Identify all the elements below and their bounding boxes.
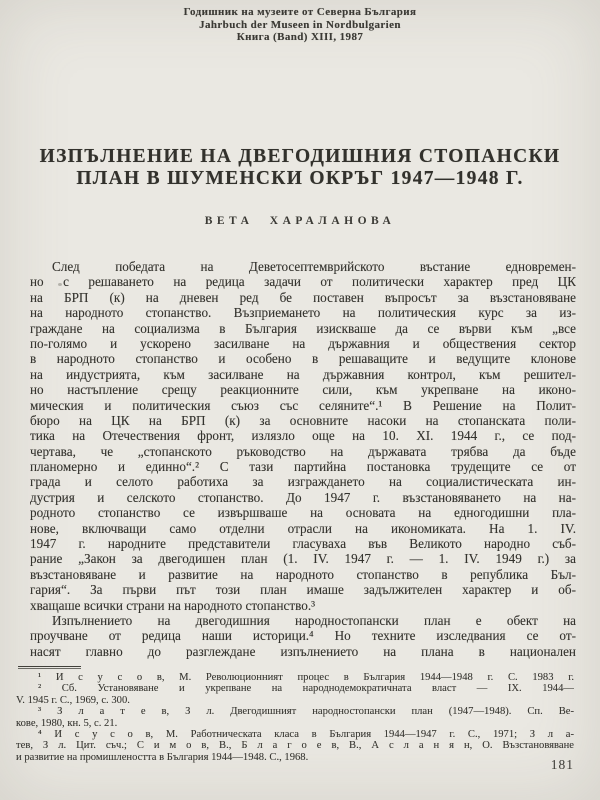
journal-name-de: Jahrbuch der Museen in Nordbulgarien (199, 18, 401, 31)
footnote-line: ² Сб. Установяване и укрепване на народнодемократичната власт — IX. 1944— (38, 683, 574, 695)
footnote-line: ⁴ И с у с о в, М. Работническата класа в България 1944—1947 г. С., 1971; З л а- (38, 728, 574, 740)
text-line: но настъпление срещу реакционните сили, към укрепване на иконо- (30, 382, 576, 398)
text-line: насят главно до разглеждане изпълнението на плана в национален (30, 643, 576, 659)
text-line: на народното стопанство. Възприемането на политическия курс за из- (30, 305, 576, 321)
text-line: чертава, че „стопанското ръководство на държавата трябва да бъде (30, 443, 576, 459)
footnote-line: тев, З л. Цит. съч.; С и м о в, В., Б л а г о е в, В., А с л а н я н, О. Възстановяване (16, 740, 574, 752)
author-name: ВЕТА ХАРАЛАНОВА (204, 215, 396, 227)
footnote-line: и развитие на промишлеността в България 1944—1948. С., 1968. (16, 751, 309, 763)
text-line: родното стопанство се извършваше на основата на едногодишни пла- (30, 505, 576, 521)
scan-artifact (100, 284, 103, 287)
text-line: 1947 г. народните представители гласуваха във Великото народно съб- (30, 536, 576, 552)
text-line: Изпълнението на двегодишния народностопански план е обект на (52, 612, 576, 628)
text-line: граждане на социализма в България изискваше да се върви към „все (30, 320, 576, 336)
text-line: на индустрията, към засилване на държавния контрол, към решител- (30, 366, 576, 382)
text-line: на БРП (к) на дневен ред бе поставен въпросът за възстановяване (30, 289, 576, 305)
text-line: планомерно и единно“.² С тази партийна постановка трудещите се от (30, 459, 576, 475)
footnote-line: кове, 1980, кн. 5, с. 21. (16, 717, 118, 729)
text-line: в народното стопанство и особено в решаващите и ведущите клонове (30, 351, 576, 367)
text-line: мическия и политическия съюз със селяните“.¹ В Решение на Полит- (30, 397, 576, 413)
footnote-line: ¹ И с у с о в, М. Революционният процес в България 1944—1948 г. С. 1983 г. (38, 672, 574, 683)
text-line: гария“. За първи път този план имаше задължителен характер и об- (30, 582, 576, 598)
footnote-line: ³ З л а т е в, З л. Двегодишният народностопански план (1947—1948). Сп. Ве- (38, 706, 574, 718)
journal-header (0, 6, 600, 44)
article-title-line-2: ПЛАН В ШУМЕНСКИ ОКРЪГ 1947—1948 Г. (76, 168, 524, 189)
journal-volume: Книга (Band) XIII, 1987 (236, 31, 364, 44)
page-number: 181 (550, 757, 574, 772)
footnote-separator (18, 666, 81, 667)
text-line: града и селото работиха за изграждането на социалистическата ин- (30, 474, 576, 490)
text-line: възстановяване и развитие на народното стопанство в република Бъл- (30, 566, 576, 582)
text-line: След победата на Деветосептемврийското въстание едновремен- (52, 259, 576, 274)
text-line: бюро на ЦК на БРП (к) за основните насоки на стопанската поли- (30, 412, 576, 428)
footnotes (16, 672, 574, 763)
journal-name-bg: Годишник на музеите от Северна България (183, 6, 417, 18)
text-line: рание „Закон за двегодишен план (1. IV. 1947 г. — 1. IV. 1949 г.) за (30, 551, 576, 567)
text-line: дустрия и селското стопанство. До 1947 г. възстановяването на на- (30, 489, 576, 505)
text-line: хващаше всички страни на народното стопанство.³ (30, 597, 316, 613)
article-title-line-1: ИЗПЪЛНЕНИЕ НА ДВЕГОДИШНИЯ СТОПАНСКИ (39, 146, 561, 167)
article-title (0, 146, 600, 190)
text-line: по-голямо и ускорено засилване на държавния и обществения сектор (30, 335, 576, 351)
article-body (30, 259, 576, 659)
text-line: проучване от редица наши историци.⁴ Но техните изследвания се от- (30, 628, 576, 644)
text-line: нове, включващи само отделни отрасли на икономиката. На 1. IV. (30, 520, 576, 536)
text-line: тика на Отечествения фронт, излязло още на 10. XI. 1944 г., се под- (30, 428, 576, 444)
text-line: но с решаването на редица задачи от политически характер пред ЦК (30, 274, 576, 290)
scan-artifact (58, 283, 62, 286)
footnote-line: V. 1945 г. С., 1969, с. 300. (16, 694, 130, 706)
